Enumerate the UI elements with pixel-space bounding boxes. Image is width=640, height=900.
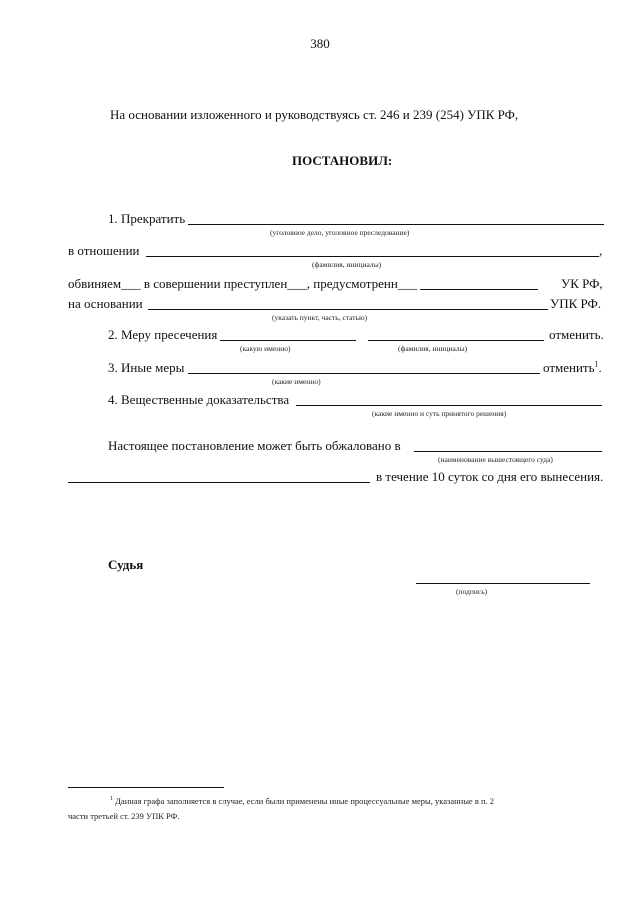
signature-hint: (подпись) bbox=[456, 587, 488, 596]
accused-text: обвиняем___ в совершении преступлен___, предусмотренн___ bbox=[68, 276, 418, 291]
relation-blank-line[interactable] bbox=[146, 256, 599, 257]
intro-text: На основании изложенного и руководствуясь ст. 246 и 239 (254) УПК РФ, bbox=[110, 107, 519, 122]
appeal-court-blank-line[interactable] bbox=[414, 451, 602, 452]
basis-blank-line[interactable] bbox=[148, 309, 548, 310]
item2-end: отменить. bbox=[549, 327, 604, 342]
appeal-blank-line-2[interactable] bbox=[68, 482, 370, 483]
item2-hint-left: (какую именно) bbox=[240, 344, 291, 353]
item3-label: 3. Иные меры bbox=[108, 360, 185, 375]
item4-blank-line[interactable] bbox=[296, 405, 602, 406]
item2-hint-right: (фамилия, инициалы) bbox=[398, 344, 468, 353]
footnote-line2: части третьей ст. 239 УПК РФ. bbox=[68, 811, 180, 821]
item4-label: 4. Вещественные доказательства bbox=[108, 392, 290, 407]
footnote-line1 bbox=[110, 796, 494, 807]
relation-end: , bbox=[599, 243, 603, 258]
footnote-line1-text: Данная графа заполняется в случае, если были применены иные процессуальные меры, указанные в п. 2 bbox=[115, 796, 495, 806]
item2-label: 2. Меру пресечения bbox=[108, 327, 218, 342]
item2-blank-line-left[interactable] bbox=[220, 340, 356, 341]
appeal-hint: (наименование вышестоящего суда) bbox=[438, 455, 553, 464]
relation-hint: (фамилия, инициалы) bbox=[312, 260, 382, 269]
relation-label: в отношении bbox=[68, 243, 140, 258]
item4-hint: (какие именно и суть принятого решения) bbox=[372, 409, 507, 418]
appeal-term: в течение 10 суток со дня его вынесения. bbox=[376, 469, 604, 484]
footnote-mark: 1 bbox=[110, 796, 113, 803]
item3-blank-line[interactable] bbox=[188, 373, 540, 374]
basis-end: УПК РФ. bbox=[550, 296, 602, 311]
appeal-text: Настоящее постановление может быть обжаловано в bbox=[108, 438, 401, 453]
item2-blank-line-right[interactable] bbox=[368, 340, 544, 341]
item1-label: 1. Прекратить bbox=[108, 211, 186, 226]
accused-blank-line[interactable] bbox=[420, 289, 538, 290]
signature-line[interactable] bbox=[416, 583, 590, 584]
judge-title: Судья bbox=[108, 557, 144, 572]
page-number: 380 bbox=[310, 36, 330, 51]
item3-end-dot: . bbox=[598, 360, 602, 375]
basis-hint: (указать пункт, часть, статью) bbox=[272, 313, 368, 322]
item3-end-text: отменить bbox=[543, 360, 595, 375]
item3-footnote-mark: 1 bbox=[594, 359, 599, 369]
footnote-separator bbox=[68, 787, 224, 788]
item1-blank-line[interactable] bbox=[188, 224, 604, 225]
item3-end bbox=[543, 360, 602, 375]
decision-heading: ПОСТАНОВИЛ: bbox=[292, 153, 393, 168]
accused-end: УК РФ, bbox=[561, 276, 603, 291]
item1-hint: (уголовное дело, уголовное преследование) bbox=[270, 228, 410, 237]
basis-label: на основании bbox=[68, 296, 143, 311]
item3-hint: (какие именно) bbox=[272, 377, 321, 386]
